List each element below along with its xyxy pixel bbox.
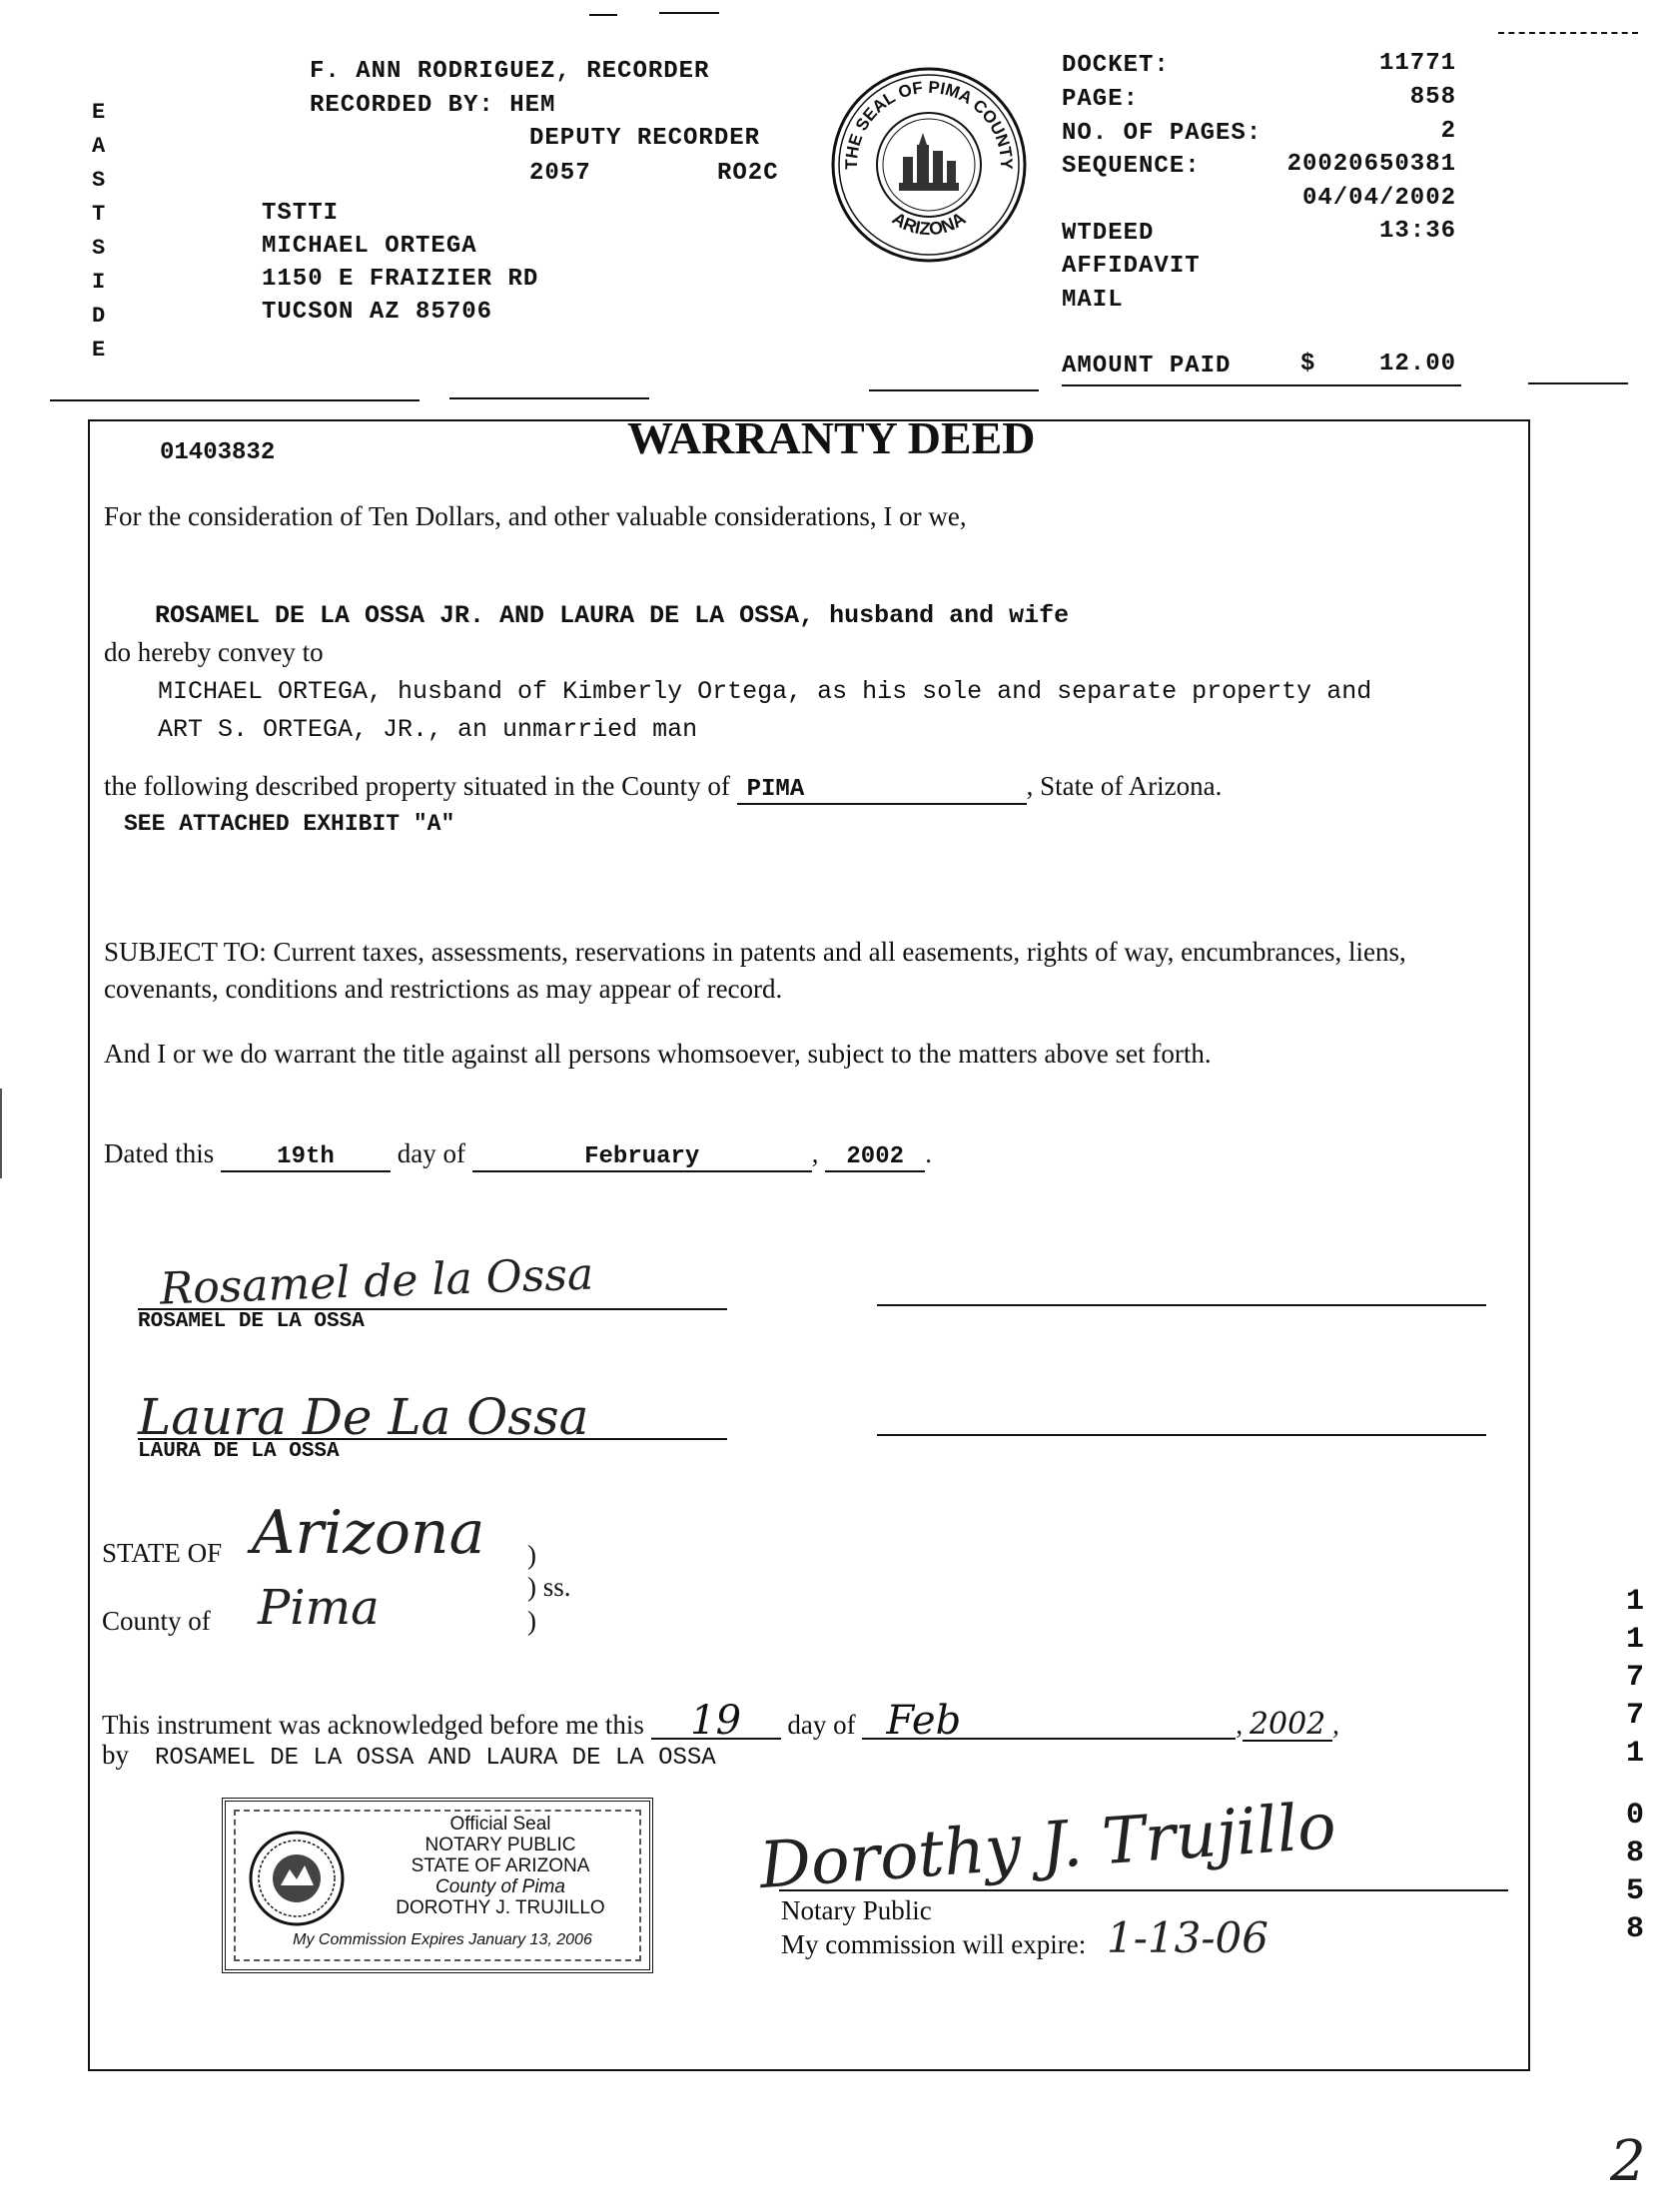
deed-title: WARRANTY DEED — [627, 412, 1036, 463]
document-type: WTDEED — [1062, 220, 1155, 247]
notary-stamp — [222, 1798, 653, 1973]
header-rule — [449, 397, 649, 399]
ss-label: ) ss. — [527, 1572, 571, 1602]
mail-label: MAIL — [1062, 287, 1124, 314]
margin-stamp — [1620, 1583, 1650, 1948]
notary-signature: Dorothy J. Trujillo — [757, 1789, 1338, 1904]
seal-bottom-text: ARIZONA — [888, 208, 970, 240]
docket-value: 11771 — [1378, 50, 1456, 77]
scan-mark — [659, 12, 719, 14]
stamp-line: Official Seal — [449, 1814, 551, 1835]
dated-day: 19th — [221, 1143, 391, 1172]
grantor-signature-1: Rosamel de la Ossa — [159, 1248, 594, 1315]
grantors: ROSAMEL DE LA OSSA JR. AND LAURA DE LA OSSA, husband and wife — [155, 601, 1070, 630]
ack-day: 19 — [651, 1704, 781, 1740]
margin-digit: 1 — [1625, 1623, 1644, 1657]
grantor-signature-2: Laura De La Ossa — [138, 1388, 589, 1446]
state-label: STATE OF — [102, 1538, 223, 1568]
ack-mid: day of — [787, 1710, 856, 1740]
acknowledgment-line: This instrument was acknowledged before me this 19 day of Feb , 2002 , — [102, 1698, 1339, 1744]
property-prefix: the following described property situated in the County of — [104, 771, 730, 801]
county-value: Pima — [258, 1580, 380, 1636]
side-letter: E — [92, 100, 106, 125]
header-rule — [1062, 384, 1461, 386]
margin-digit: 7 — [1625, 1699, 1644, 1733]
subject-line-1: SUBJECT TO: Current taxes, assessments, reservations in patents and all easements, rights of way, encumbrances, liens, — [104, 937, 1406, 967]
sequence-value: 20020650381 — [1286, 151, 1456, 178]
stamp-text — [366, 1814, 635, 1918]
side-letter: A — [92, 134, 106, 159]
pages-value: 2 — [1440, 118, 1456, 145]
warrant-text: And I or we do warrant the title against all persons whomsoever, subject to the matters above set forth. — [104, 1039, 1212, 1069]
recorded-time: 13:36 — [1378, 218, 1456, 245]
header-rule — [1528, 382, 1628, 384]
dated-prefix: Dated this — [104, 1138, 215, 1168]
commission-label: My commission will expire: — [781, 1929, 1087, 1959]
margin-digit: 1 — [1625, 1737, 1644, 1771]
grantor-name-2: LAURA DE LA OSSA — [138, 1440, 340, 1463]
recorder-code: 2057 — [529, 160, 591, 187]
return-line: 1150 E FRAIZIER RD — [262, 266, 539, 293]
margin-digit: 7 — [1625, 1661, 1644, 1695]
side-letter: S — [92, 236, 106, 261]
stamp-line: STATE OF ARIZONA — [411, 1855, 590, 1876]
property-suffix: , State of Arizona. — [1026, 771, 1223, 801]
sequence-label: SEQUENCE: — [1062, 153, 1201, 180]
ack-prefix: This instrument was acknowledged before me this — [102, 1710, 644, 1740]
grantee-line-2: ART S. ORTEGA, JR., an unmarried man — [158, 715, 698, 744]
side-letter: S — [92, 168, 106, 193]
state-value: Arizona — [252, 1498, 485, 1568]
deed-number: 01403832 — [160, 439, 276, 466]
county-label: County of — [102, 1606, 211, 1636]
dated-month: February — [472, 1143, 812, 1172]
grantor-name-1: ROSAMEL DE LA OSSA — [138, 1310, 365, 1333]
seal-top-text: THE SEAL OF PIMA COUNTY — [841, 77, 1017, 170]
margin-digit: 0 — [1625, 1799, 1644, 1833]
stamp-line: My Commission Expires January 13, 2006 — [293, 1931, 592, 1948]
convey-text: do hereby convey to — [104, 637, 324, 667]
signature-line — [779, 1889, 1508, 1891]
by-label: by — [102, 1740, 129, 1770]
by-line — [102, 1740, 716, 1772]
paren: ) — [527, 1540, 536, 1570]
county-seal — [829, 65, 1029, 265]
header-rule — [50, 399, 420, 401]
side-letter: D — [92, 304, 106, 329]
ack-month: Feb — [862, 1704, 1236, 1740]
recorder-station: RO2C — [717, 160, 779, 187]
amount-paid-value: 12.00 — [1378, 351, 1456, 377]
return-line: TUCSON AZ 85706 — [262, 299, 493, 326]
docket-label: DOCKET: — [1062, 52, 1170, 79]
amount-paid-label: AMOUNT PAID — [1062, 353, 1232, 379]
signature-line — [877, 1434, 1486, 1436]
return-line: MICHAEL ORTEGA — [262, 233, 477, 260]
stamp-line: NOTARY PUBLIC — [424, 1835, 576, 1855]
deputy-recorder: DEPUTY RECORDER — [529, 125, 761, 152]
margin-digit: 1 — [1625, 1585, 1644, 1619]
exhibit-reference: SEE ATTACHED EXHIBIT "A" — [124, 811, 455, 837]
consideration-text: For the consideration of Ten Dollars, and other valuable considerations, I or we, — [104, 501, 967, 531]
scan-mark — [0, 1089, 2, 1178]
recorded-by: RECORDED BY: HEM — [310, 92, 556, 119]
amount-currency: $ — [1300, 351, 1316, 377]
svg-text:ARIZONA — [889, 208, 970, 239]
scan-mark — [1498, 32, 1638, 34]
stamp-line: County of Pima — [435, 1876, 565, 1897]
corner-page-mark: 2 — [1610, 2129, 1646, 2194]
county-field: PIMA — [737, 776, 1027, 805]
stamp-line: DOROTHY J. TRUJILLO — [396, 1897, 605, 1918]
paren: ) — [527, 1606, 536, 1636]
property-text — [104, 771, 1222, 805]
notary-public-label: Notary Public — [781, 1895, 932, 1925]
dated-line: Dated this 19th day of February , 2002 . — [104, 1138, 932, 1170]
subject-line-2: covenants, conditions and restrictions as may appear of record. — [104, 974, 783, 1004]
side-letter: T — [92, 202, 106, 227]
page-value: 858 — [1409, 84, 1456, 111]
grantee-line-1: MICHAEL ORTEGA, husband of Kimberly Ortega, as his sole and separate property and — [158, 677, 1372, 706]
commission-value: 1-13-06 — [1107, 1913, 1268, 1962]
margin-digit: 8 — [1625, 1837, 1644, 1870]
dated-year: 2002 — [825, 1143, 925, 1172]
margin-digit: 8 — [1625, 1912, 1644, 1946]
scan-mark — [589, 14, 617, 16]
by-names: ROSAMEL DE LA OSSA AND LAURA DE LA OSSA — [155, 1745, 716, 1772]
side-letter: I — [92, 270, 106, 295]
arizona-seal-icon — [248, 1830, 346, 1927]
page-label: PAGE: — [1062, 86, 1140, 113]
header-rule — [869, 389, 1039, 391]
affidavit-label: AFFIDAVIT — [1062, 253, 1201, 280]
side-letter: E — [92, 338, 106, 363]
ack-year: 2002 — [1243, 1710, 1332, 1742]
recorder-name: F. ANN RODRIGUEZ, RECORDER — [310, 58, 710, 85]
margin-digit: 5 — [1625, 1874, 1644, 1908]
signature-line — [877, 1304, 1486, 1306]
pages-label: NO. OF PAGES: — [1062, 120, 1262, 147]
return-line: TSTTI — [262, 200, 340, 227]
recorded-date: 04/04/2002 — [1301, 185, 1456, 212]
dated-mid: day of — [397, 1138, 465, 1168]
